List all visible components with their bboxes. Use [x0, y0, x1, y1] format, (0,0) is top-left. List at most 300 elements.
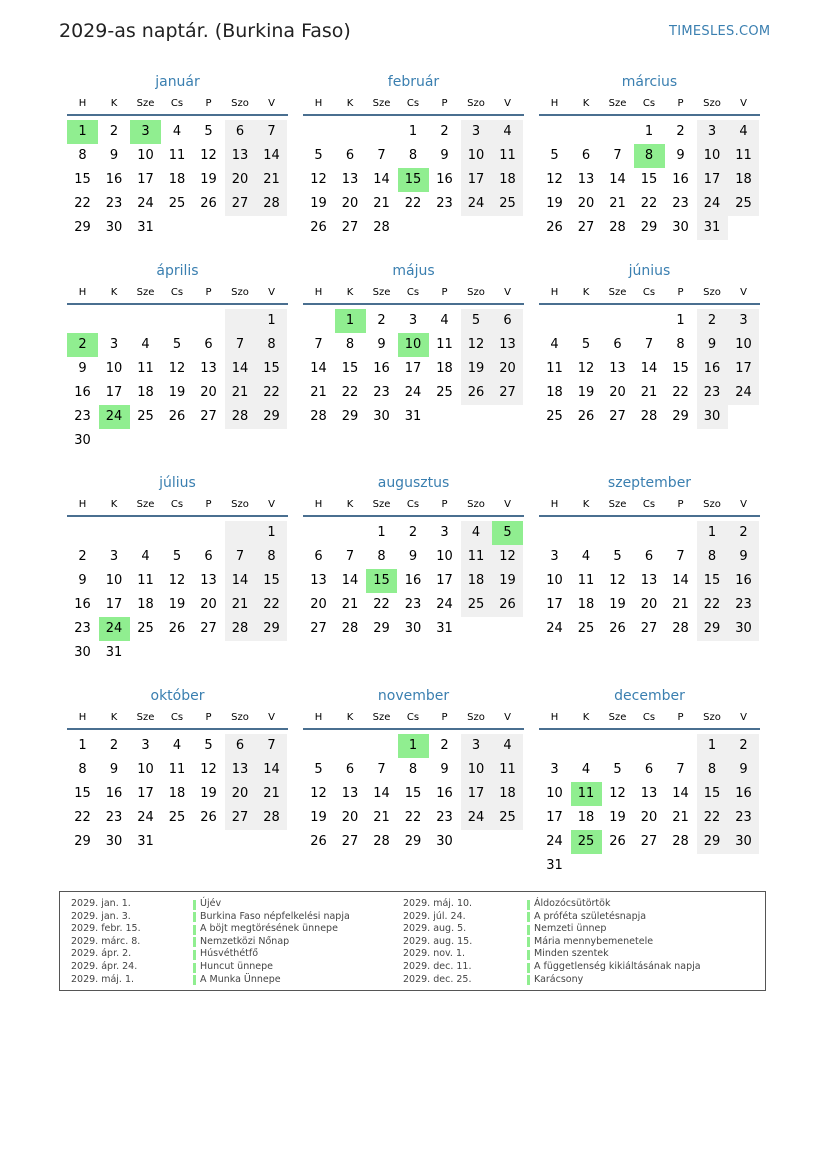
day-cell: 14 [310, 361, 327, 376]
day-cell: 9 [109, 762, 119, 777]
holiday-marker [527, 937, 530, 947]
day-cell: 31 [436, 621, 453, 636]
day-cell: 9 [109, 148, 119, 163]
day-cell: 8 [78, 148, 87, 163]
holiday-date: 2029. aug. 5. [403, 923, 467, 935]
day-cell: 12 [492, 545, 523, 569]
day-cell: 12 [310, 172, 327, 187]
day-cell: 1 [256, 521, 287, 545]
weekday-header: Szo [467, 712, 485, 723]
day-cell: 26 [200, 810, 217, 825]
weekday-header: Sze [608, 287, 627, 298]
holiday-date: 2029. máj. 1. [71, 973, 135, 985]
header-rule [303, 515, 524, 517]
weekday-header: H [78, 98, 87, 109]
day-cell: 4 [172, 738, 182, 753]
day-cell: 6 [225, 120, 256, 144]
day-cell: 26 [577, 409, 595, 424]
day-cell: 11 [728, 144, 759, 168]
day-cell: 28 [256, 192, 287, 216]
day-cell: 10 [546, 786, 563, 801]
weekday-header: Cs [642, 98, 656, 109]
day-cell: 30 [74, 433, 91, 448]
day-cell: 20 [200, 385, 217, 400]
day-cell: 2 [109, 124, 119, 139]
day-cell: 21 [373, 810, 390, 825]
holiday-name: A Munka Ünnepe [200, 973, 281, 985]
holiday-date: 2029. ápr. 2. [71, 948, 132, 960]
day-cell: 20 [341, 196, 359, 211]
day-cell: 27 [640, 621, 658, 636]
day-cell: 5 [314, 762, 323, 777]
day-cell: 11 [168, 148, 186, 163]
day-cell: 28 [373, 834, 390, 849]
day-cell: 23 [74, 409, 91, 424]
day-cell: 16 [74, 385, 91, 400]
holiday-marker [527, 925, 530, 935]
day-cell: 5 [204, 738, 213, 753]
header-rule [303, 303, 524, 305]
weekday-header: H [550, 98, 559, 109]
day-cell: 13 [640, 573, 658, 588]
day-cell: 2 [728, 734, 759, 758]
day-cell: 4 [141, 337, 150, 352]
day-cell: 9 [697, 333, 728, 357]
day-cell: 26 [492, 593, 523, 617]
holiday-name: Nemzetközi Nőnap [200, 935, 290, 947]
holiday-marker [527, 950, 530, 960]
day-cell: 16 [436, 786, 453, 801]
day-cell: 26 [168, 409, 186, 424]
holiday-marker [527, 963, 530, 973]
day-cell: 7 [345, 549, 355, 564]
day-cell: 2 [697, 309, 728, 333]
weekday-header: H [550, 499, 559, 510]
day-cell: 7 [676, 549, 685, 564]
day-cell: 17 [461, 782, 492, 806]
day-cell: 21 [225, 593, 256, 617]
day-cell: 4 [728, 120, 759, 144]
holiday-name: A böjt megtörésének ünnepe [200, 923, 338, 935]
month-name: június [628, 263, 671, 279]
month-name: április [156, 263, 199, 279]
weekday-header: V [740, 287, 747, 298]
day-cell: 24 [461, 806, 492, 830]
day-cell: 7 [256, 734, 287, 758]
day-cell: 19 [546, 196, 563, 211]
day-cell: 2 [109, 738, 119, 753]
day-cell: 6 [644, 762, 654, 777]
day-cell: 17 [137, 172, 154, 187]
day-cell: 2 [728, 521, 759, 545]
weekday-header: P [205, 98, 212, 109]
day-cell: 9 [440, 148, 449, 163]
weekday-header: H [314, 287, 323, 298]
weekday-header: K [582, 98, 590, 109]
day-cell: 7 [377, 148, 386, 163]
day-cell: 1 [697, 521, 728, 545]
holiday-marker [527, 912, 530, 922]
holiday-name: Mária mennybemenetele [534, 935, 654, 947]
day-cell: 16 [373, 361, 390, 376]
day-cell: 22 [404, 196, 422, 211]
day-cell: 28 [672, 834, 689, 849]
day-cell: 27 [341, 220, 359, 235]
day-cell: 23 [697, 381, 728, 405]
day-cell: 6 [613, 337, 622, 352]
holiday-date: 2029. jan. 3. [71, 910, 131, 922]
day-cell: 30 [105, 220, 123, 235]
day-cell: 18 [577, 597, 595, 612]
day-cell: 6 [204, 549, 213, 564]
day-cell: 18 [137, 385, 154, 400]
day-cell: 23 [373, 385, 390, 400]
weekday-header: K [346, 98, 354, 109]
weekday-header: K [110, 287, 118, 298]
weekday-header: P [677, 499, 684, 510]
day-cell: 7 [256, 120, 287, 144]
day-cell: 28 [640, 409, 658, 424]
weekday-header: Szo [703, 499, 721, 510]
weekday-header: H [314, 98, 323, 109]
day-cell: 29 [341, 409, 359, 424]
weekday-header: H [78, 287, 87, 298]
day-cell: 18 [728, 168, 759, 192]
day-cell: 30 [697, 405, 728, 429]
day-cell: 8 [408, 762, 418, 777]
holiday-name: Húsvéthétfő [200, 948, 259, 960]
day-cell: 26 [609, 834, 626, 849]
day-cell: 19 [492, 569, 523, 593]
weekend-blank [225, 521, 256, 545]
weekday-header: Szo [231, 712, 249, 723]
weekday-header: Szo [703, 98, 721, 109]
day-cell: 26 [310, 220, 327, 235]
holiday-day: 5 [492, 521, 523, 545]
holiday-date: 2029. jan. 1. [71, 898, 131, 909]
day-cell: 10 [137, 762, 154, 777]
day-cell: 19 [310, 196, 327, 211]
day-cell: 20 [200, 597, 217, 612]
day-cell: 21 [310, 385, 327, 400]
day-cell: 25 [137, 621, 154, 636]
day-cell: 24 [137, 810, 154, 825]
day-cell: 5 [581, 337, 591, 352]
day-cell: 15 [697, 782, 728, 806]
day-cell: 13 [640, 786, 658, 801]
day-cell: 21 [341, 597, 359, 612]
day-cell: 20 [492, 357, 523, 381]
weekday-header: P [677, 98, 684, 109]
weekday-header: H [314, 712, 323, 723]
weekday-header: P [441, 499, 448, 510]
day-cell: 17 [105, 597, 123, 612]
day-cell: 23 [436, 196, 453, 211]
holiday-date: 2029. nov. 1. [403, 948, 466, 960]
holiday-date: 2029. júl. 24. [403, 910, 466, 922]
month-name: szeptember [607, 475, 692, 491]
weekday-header: V [504, 712, 511, 723]
day-cell: 14 [672, 573, 689, 588]
weekday-header: Sze [136, 287, 155, 298]
weekday-header: H [78, 499, 87, 510]
day-cell: 29 [373, 621, 390, 636]
day-cell: 19 [200, 172, 217, 187]
day-cell: 17 [546, 810, 563, 825]
day-cell: 24 [546, 834, 563, 849]
holiday-marker [193, 925, 196, 935]
day-cell: 17 [436, 573, 453, 588]
day-cell: 18 [168, 786, 186, 801]
weekday-header: K [110, 499, 118, 510]
holiday-day: 3 [130, 120, 161, 144]
day-cell: 11 [436, 337, 453, 352]
day-cell: 5 [613, 762, 622, 777]
day-cell: 24 [404, 385, 422, 400]
day-cell: 8 [697, 758, 728, 782]
weekday-header: Sze [608, 98, 627, 109]
day-cell: 1 [697, 734, 728, 758]
day-cell: 5 [461, 309, 492, 333]
day-cell: 21 [256, 168, 287, 192]
day-cell: 18 [492, 168, 523, 192]
day-cell: 24 [697, 192, 728, 216]
weekday-header: P [677, 287, 684, 298]
weekday-header: K [346, 499, 354, 510]
weekday-header: Cs [170, 499, 184, 510]
day-cell: 21 [609, 196, 626, 211]
day-cell: 13 [492, 333, 523, 357]
weekday-header: V [268, 712, 275, 723]
day-cell: 26 [168, 621, 186, 636]
holiday-name: Minden szentek [534, 948, 609, 960]
day-cell: 20 [640, 597, 658, 612]
day-cell: 14 [256, 144, 287, 168]
day-cell: 30 [728, 617, 759, 641]
holiday-date: 2029. ápr. 24. [71, 961, 138, 972]
day-cell: 4 [440, 313, 449, 328]
day-cell: 25 [461, 593, 492, 617]
brand-link[interactable]: TIMESLES.COM [669, 24, 771, 39]
day-cell: 20 [341, 810, 359, 825]
day-cell: 21 [672, 597, 689, 612]
holiday-marker [193, 900, 196, 910]
day-cell: 10 [137, 148, 154, 163]
weekday-header: Cs [170, 287, 184, 298]
day-cell: 20 [640, 810, 658, 825]
day-cell: 28 [225, 405, 256, 429]
day-cell: 15 [256, 569, 287, 593]
weekday-header: Sze [372, 712, 391, 723]
weekday-header: H [314, 499, 323, 510]
day-cell: 2 [408, 525, 418, 540]
day-cell: 29 [256, 617, 287, 641]
day-cell: 10 [728, 333, 759, 357]
weekday-header: V [268, 98, 275, 109]
month-name: május [392, 263, 435, 279]
day-cell: 3 [141, 738, 150, 753]
day-cell: 22 [373, 597, 390, 612]
day-cell: 12 [461, 333, 492, 357]
day-cell: 2 [377, 313, 386, 328]
day-cell: 8 [256, 333, 287, 357]
day-cell: 28 [341, 621, 359, 636]
day-cell: 12 [577, 361, 595, 376]
holiday-day: 25 [571, 830, 602, 854]
day-cell: 4 [492, 734, 523, 758]
holiday-name: A próféta születésnapja [534, 910, 647, 922]
day-cell: 16 [672, 172, 689, 187]
day-cell: 13 [200, 361, 217, 376]
weekday-header: Cs [406, 98, 420, 109]
day-cell: 6 [492, 309, 523, 333]
day-cell: 25 [728, 192, 759, 216]
holiday-date: 2029. máj. 10. [403, 898, 473, 909]
day-cell: 5 [613, 549, 622, 564]
day-cell: 20 [310, 597, 327, 612]
day-cell: 9 [377, 337, 386, 352]
day-cell: 13 [341, 172, 359, 187]
weekday-header: Sze [372, 98, 391, 109]
day-cell: 13 [577, 172, 595, 187]
day-cell: 6 [345, 762, 355, 777]
day-cell: 18 [168, 172, 186, 187]
holiday-marker [193, 912, 196, 922]
day-cell: 28 [373, 220, 390, 235]
weekday-header: P [441, 712, 448, 723]
day-cell: 1 [377, 525, 386, 540]
day-cell: 10 [436, 549, 453, 564]
day-cell: 11 [137, 573, 154, 588]
day-cell: 30 [404, 621, 422, 636]
day-cell: 3 [728, 309, 759, 333]
day-cell: 31 [404, 409, 422, 424]
day-cell: 8 [345, 337, 355, 352]
day-cell: 5 [172, 549, 182, 564]
day-cell: 12 [546, 172, 563, 187]
day-cell: 5 [550, 148, 559, 163]
day-cell: 27 [492, 381, 523, 405]
day-cell: 26 [461, 381, 492, 405]
day-cell: 27 [200, 409, 217, 424]
holiday-name: Újév [200, 898, 222, 909]
day-cell: 18 [137, 597, 154, 612]
holiday-marker [193, 950, 196, 960]
day-cell: 23 [404, 597, 422, 612]
header-rule [539, 303, 760, 305]
day-cell: 27 [341, 834, 359, 849]
day-cell: 27 [310, 621, 327, 636]
holiday-marker [193, 975, 196, 985]
weekday-header: Szo [467, 499, 485, 510]
day-cell: 12 [200, 762, 217, 777]
holiday-legend [59, 891, 766, 991]
day-cell: 16 [74, 597, 91, 612]
day-cell: 9 [728, 545, 759, 569]
day-cell: 17 [137, 786, 154, 801]
day-cell: 20 [225, 168, 256, 192]
holiday-date: 2029. dec. 25. [403, 973, 472, 985]
weekday-header: V [504, 499, 511, 510]
day-cell: 23 [74, 621, 91, 636]
day-cell: 1 [408, 124, 418, 139]
holiday-day: 1 [398, 734, 429, 758]
day-cell: 10 [461, 758, 492, 782]
day-cell: 29 [697, 830, 728, 854]
weekday-header: Szo [231, 98, 249, 109]
day-cell: 5 [314, 148, 323, 163]
day-cell: 16 [728, 569, 759, 593]
holiday-marker [527, 900, 530, 910]
weekday-header: Sze [372, 287, 391, 298]
day-cell: 14 [225, 569, 256, 593]
holiday-day: 15 [366, 569, 397, 593]
weekend-blank [225, 309, 256, 333]
day-cell: 23 [436, 810, 453, 825]
day-cell: 18 [436, 361, 453, 376]
day-cell: 6 [225, 734, 256, 758]
day-cell: 19 [609, 597, 626, 612]
weekday-header: V [268, 499, 275, 510]
weekday-header: P [205, 712, 212, 723]
header-rule [539, 515, 760, 517]
day-cell: 19 [577, 385, 595, 400]
day-cell: 7 [225, 545, 256, 569]
weekday-header: V [740, 98, 747, 109]
day-cell: 9 [78, 361, 87, 376]
day-cell: 17 [546, 597, 563, 612]
holiday-day: 2 [67, 333, 98, 357]
holiday-date: 2029. aug. 15. [403, 935, 473, 947]
weekday-header: Szo [703, 287, 721, 298]
day-cell: 3 [550, 549, 559, 564]
weekday-header: Szo [467, 287, 485, 298]
day-cell: 2 [440, 738, 449, 753]
holiday-day: 15 [398, 168, 429, 192]
day-cell: 25 [492, 192, 523, 216]
day-cell: 22 [697, 806, 728, 830]
month-name: augusztus [377, 475, 450, 491]
day-cell: 2 [440, 124, 449, 139]
day-cell: 22 [697, 593, 728, 617]
day-cell: 27 [225, 192, 256, 216]
day-cell: 9 [78, 573, 87, 588]
month-name: március [621, 74, 678, 90]
day-cell: 8 [697, 545, 728, 569]
day-cell: 20 [609, 385, 626, 400]
day-cell: 7 [377, 762, 386, 777]
day-cell: 13 [341, 786, 359, 801]
header-rule [67, 114, 288, 116]
weekday-header: Cs [642, 499, 656, 510]
holiday-name: Karácsony [534, 973, 584, 985]
day-cell: 10 [105, 573, 123, 588]
holiday-day: 1 [335, 309, 366, 333]
day-cell: 9 [676, 148, 685, 163]
day-cell: 13 [609, 361, 626, 376]
header-rule [303, 728, 524, 730]
day-cell: 14 [373, 172, 390, 187]
day-cell: 30 [105, 834, 123, 849]
day-cell: 3 [461, 120, 492, 144]
day-cell: 18 [492, 782, 523, 806]
weekday-header: V [740, 499, 747, 510]
weekday-header: K [582, 499, 590, 510]
weekday-header: Szo [703, 712, 721, 723]
weekday-header: V [268, 287, 275, 298]
day-cell: 9 [440, 762, 449, 777]
day-cell: 22 [640, 196, 658, 211]
